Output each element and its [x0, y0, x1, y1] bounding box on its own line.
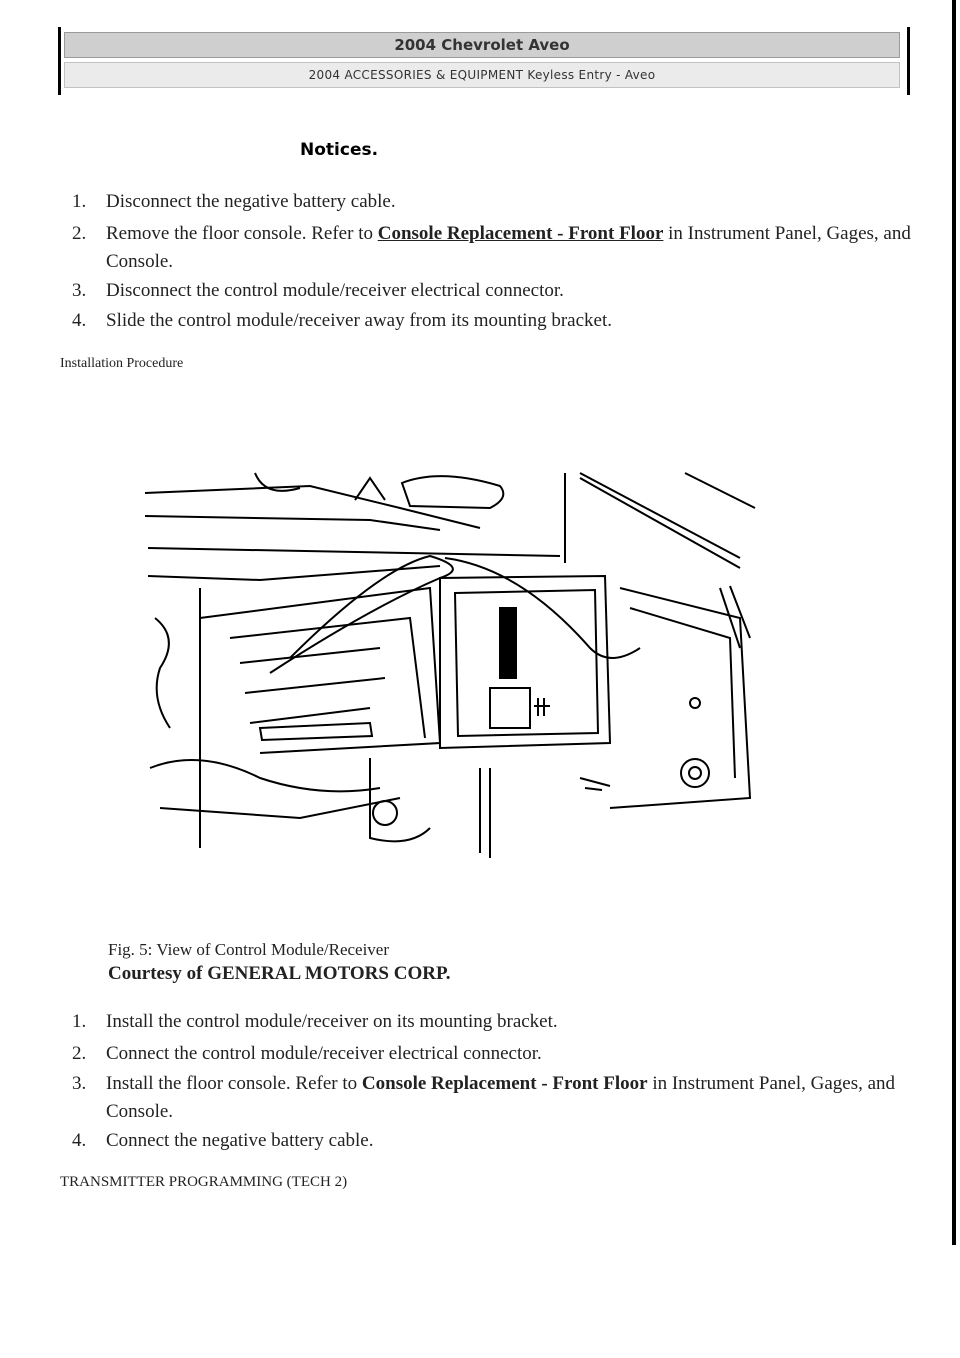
step-number: 2.	[72, 1043, 87, 1064]
page-edge-rule	[952, 0, 956, 1245]
step-text: Connect the control module/receiver electrical connector.	[106, 1043, 542, 1064]
removal-step-1	[72, 188, 912, 216]
document-subtitle: 2004 ACCESSORIES & EQUIPMENT Keyless Entry - Aveo	[64, 62, 900, 88]
step-text: Disconnect the negative battery cable.	[106, 191, 396, 212]
step-text-after: in Instrument Panel, Gages, and Console.	[106, 223, 911, 272]
step-text	[106, 1070, 912, 1126]
figure-caption: Fig. 5: View of Control Module/Receiver	[108, 940, 390, 959]
step-text-before: Install the floor console. Refer to	[106, 1073, 362, 1094]
console-replacement-link[interactable]: Console Replacement - Front Floor	[377, 223, 664, 244]
step-number: 3.	[72, 1073, 87, 1094]
install-step-4	[72, 1127, 912, 1155]
step-text: Connect the negative battery cable.	[106, 1130, 374, 1151]
step-text-after: in Instrument Panel, Gages, and Console.	[106, 1073, 896, 1122]
step-number: 1.	[72, 191, 87, 212]
step-text: Slide the control module/receiver away from its mounting bracket.	[106, 310, 612, 331]
removal-step-2	[72, 220, 912, 276]
step-number: 4.	[72, 310, 87, 331]
step-text: Disconnect the control module/receiver electrical connector.	[106, 280, 564, 301]
notices-heading: Notices.	[300, 140, 379, 160]
install-step-2	[72, 1040, 912, 1068]
document-title: 2004 Chevrolet Aveo	[64, 32, 900, 58]
installation-heading: Installation Procedure	[60, 356, 184, 371]
step-number: 4.	[72, 1130, 87, 1151]
figure-courtesy: Courtesy of GENERAL MOTORS CORP.	[108, 963, 451, 984]
removal-step-3	[72, 277, 912, 305]
control-module-illustration	[140, 468, 760, 868]
step-text	[106, 220, 912, 276]
install-step-3	[72, 1070, 912, 1126]
step-text-before: Remove the floor console. Refer to	[106, 223, 378, 244]
step-number: 2.	[72, 223, 87, 244]
install-step-1	[72, 1008, 912, 1036]
step-number: 1.	[72, 1011, 87, 1032]
step-text: Install the control module/receiver on its mounting bracket.	[106, 1011, 558, 1032]
step-number: 3.	[72, 280, 87, 301]
console-replacement-link[interactable]: Console Replacement - Front Floor	[361, 1073, 648, 1094]
transmitter-programming-heading: TRANSMITTER PROGRAMMING (TECH 2)	[60, 1174, 348, 1190]
removal-step-4	[72, 307, 912, 335]
